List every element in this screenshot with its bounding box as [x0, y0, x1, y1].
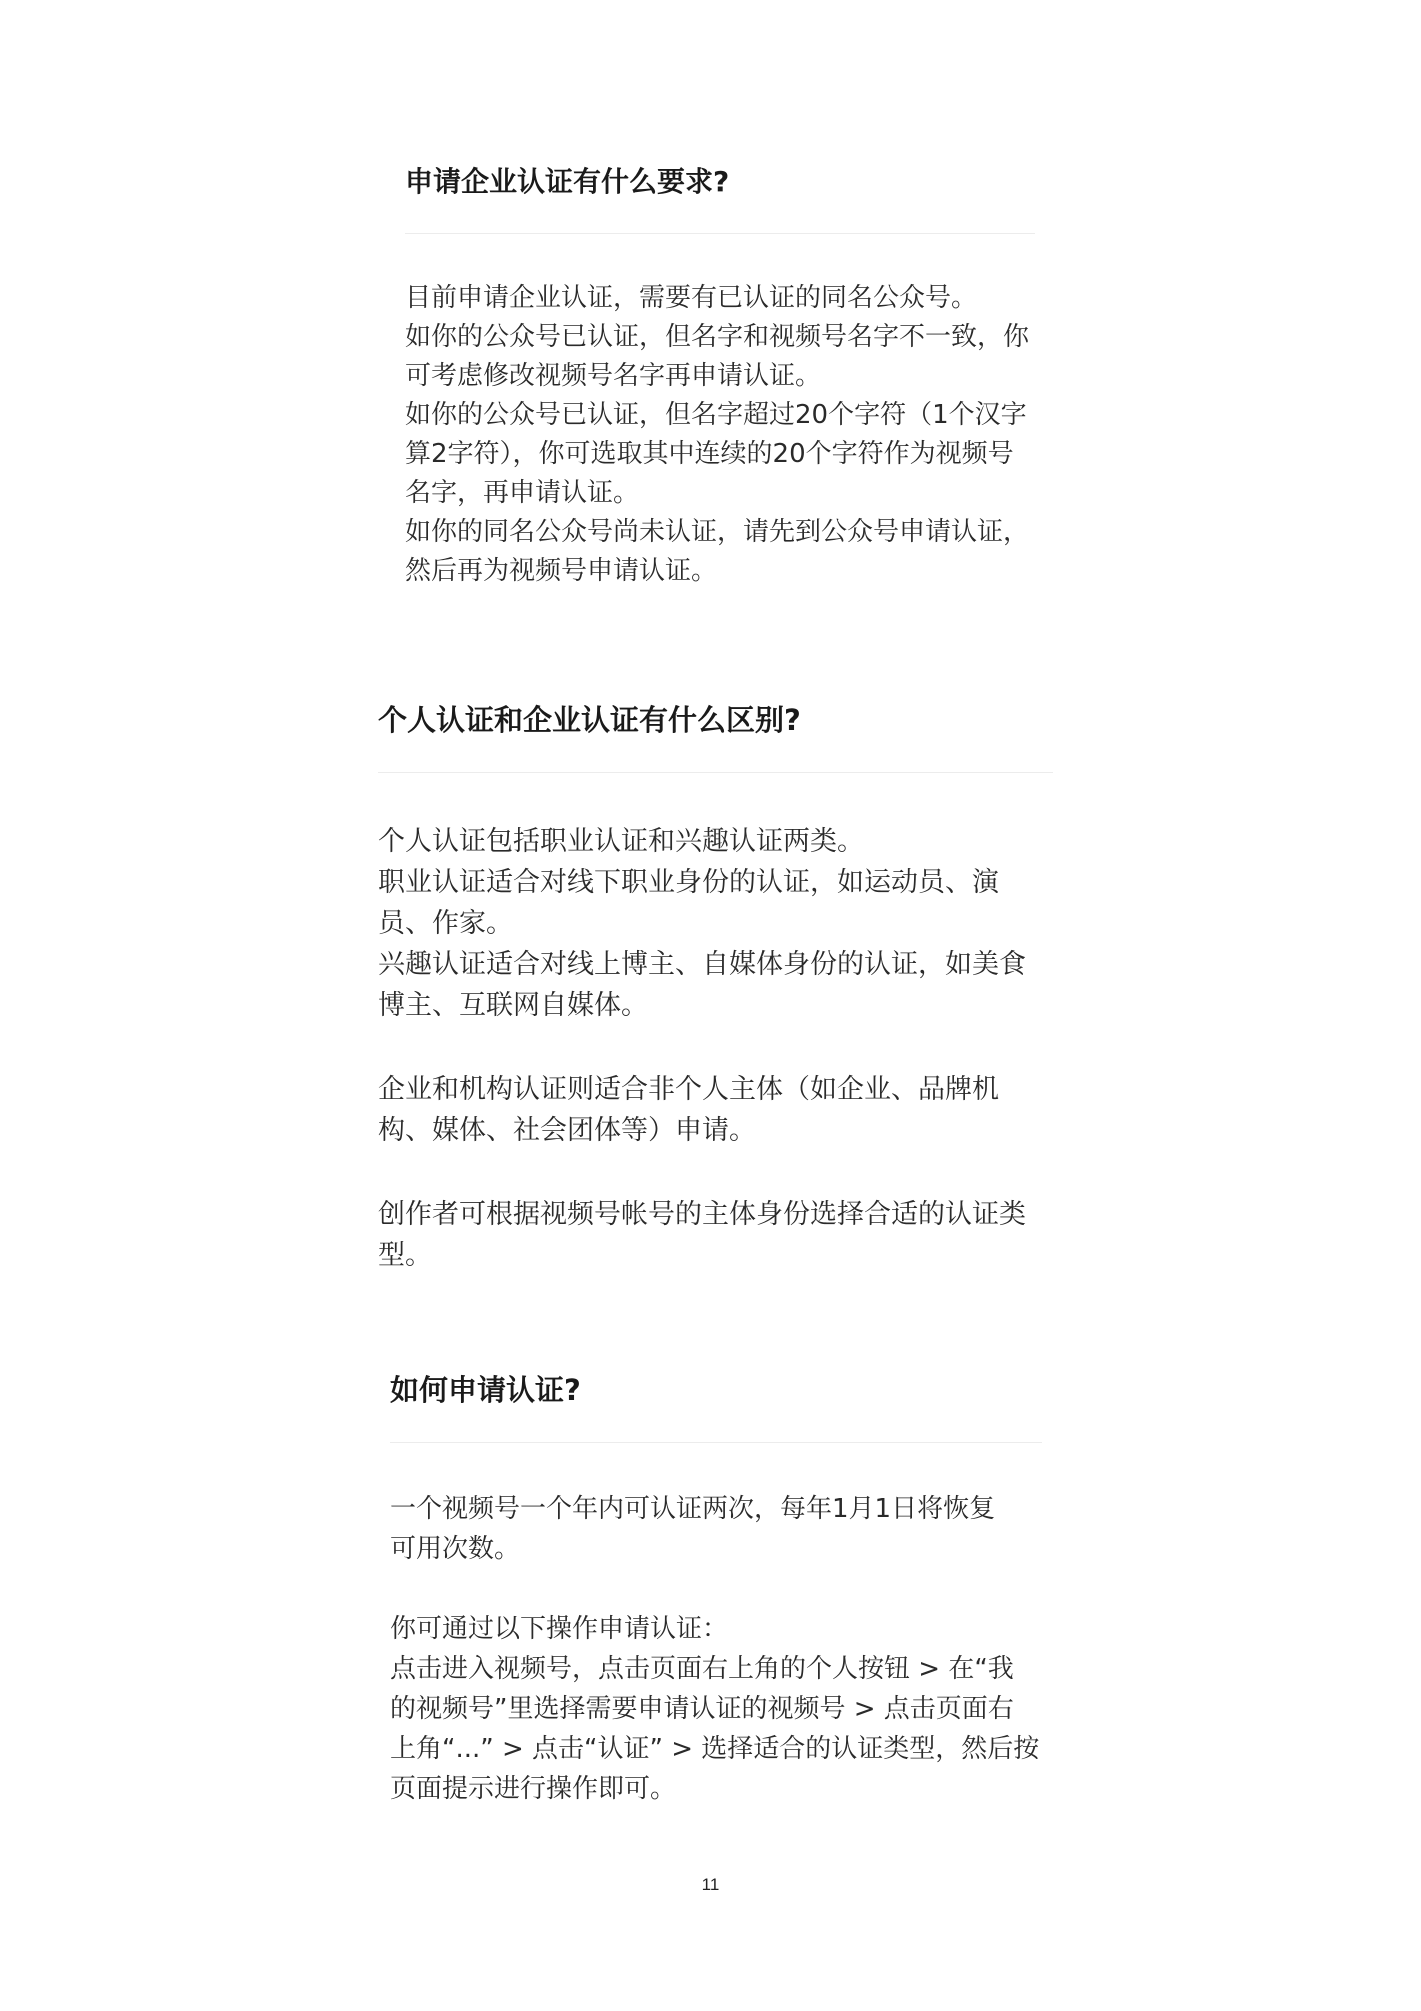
- text-line: 页面提示进行操作即可。: [390, 1774, 677, 1804]
- text-line: 构、媒体、社会团体等）申请。: [378, 1115, 756, 1146]
- paragraph-gap: [390, 1569, 1042, 1609]
- paragraph: [378, 821, 1053, 1026]
- section-divider: [405, 233, 1035, 234]
- text-line: 名字，再申请认证。: [405, 478, 640, 508]
- section-heading: 个人认证和企业认证有什么区别?: [378, 703, 801, 737]
- faq-section-how-to-apply: [390, 1370, 1042, 1809]
- text-line: 博主、互联网自媒体。: [378, 990, 648, 1021]
- text-line: 个人认证包括职业认证和兴趣认证两类。: [378, 826, 864, 857]
- text-line: 的视频号”里选择需要申请认证的视频号 > 点击页面右: [390, 1694, 1014, 1724]
- text-line: 一个视频号一个年内可认证两次，每年1月1日将恢复: [390, 1494, 996, 1524]
- text-line: 员、作家。: [378, 908, 513, 939]
- section-body: [405, 279, 1035, 591]
- text-line: 型。: [378, 1240, 432, 1271]
- text-line: 兴趣认证适合对线上博主、自媒体身份的认证，如美食: [378, 949, 1026, 980]
- text-line: 你可通过以下操作申请认证：: [390, 1614, 729, 1644]
- paragraph: [378, 1194, 1053, 1276]
- section-body: [390, 1489, 1042, 1809]
- paragraph: [378, 1069, 1053, 1151]
- text-line: 可用次数。: [390, 1534, 521, 1564]
- page-number: 11: [701, 1875, 720, 1894]
- text-line: 创作者可根据视频号帐号的主体身份选择合适的认证类: [378, 1199, 1026, 1230]
- paragraph: [405, 279, 1035, 591]
- faq-section-personal-vs-enterprise: [378, 700, 1053, 1276]
- paragraph: [390, 1489, 1042, 1569]
- section-divider: [390, 1442, 1042, 1443]
- section-heading: 如何申请认证?: [390, 1373, 581, 1407]
- text-line: 如你的公众号已认证，但名字和视频号名字不一致，你: [405, 322, 1030, 352]
- paragraph-gap: [378, 1026, 1053, 1069]
- text-line: 可考虑修改视频号名字再申请认证。: [405, 361, 822, 391]
- text-line: 点击进入视频号，点击页面右上角的个人按钮 > 在“我: [390, 1654, 1014, 1684]
- faq-section-enterprise-requirements: [405, 162, 1035, 591]
- text-line: 目前申请企业认证，需要有已认证的同名公众号。: [405, 283, 978, 313]
- section-body: [378, 821, 1053, 1276]
- paragraph: [390, 1609, 1042, 1809]
- text-line: 然后再为视频号申请认证。: [405, 556, 718, 586]
- section-heading: 申请企业认证有什么要求?: [405, 165, 730, 198]
- section-divider: [378, 772, 1053, 773]
- text-line: 上角“...” > 点击“认证” > 选择适合的认证类型，然后按: [390, 1734, 1040, 1764]
- text-line: 如你的同名公众号尚未认证，请先到公众号申请认证，: [405, 517, 1030, 547]
- text-line: 如你的公众号已认证，但名字超过20个字符（1个汉字: [405, 400, 1027, 430]
- text-line: 企业和机构认证则适合非个人主体（如企业、品牌机: [378, 1074, 999, 1105]
- text-line: 职业认证适合对线下职业身份的认证，如运动员、演: [378, 867, 999, 898]
- text-line: 算2字符），你可选取其中连续的20个字符作为视频号: [405, 439, 1014, 469]
- paragraph-gap: [378, 1151, 1053, 1194]
